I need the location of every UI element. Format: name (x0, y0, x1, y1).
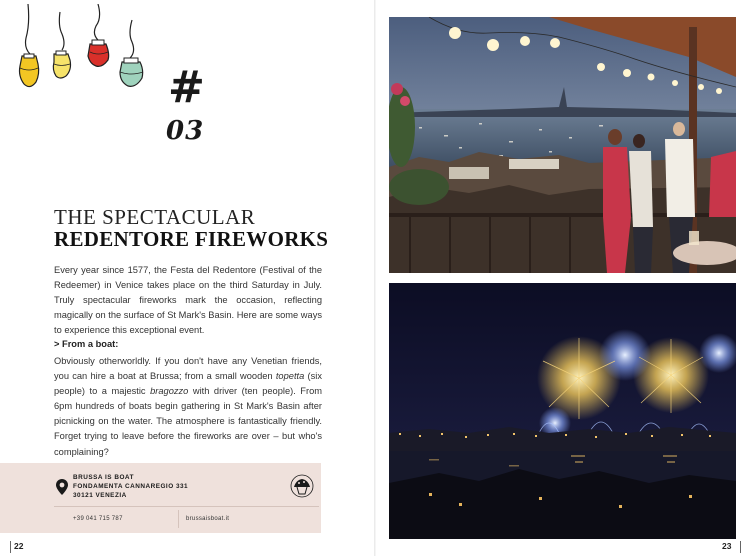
address-box (0, 463, 321, 533)
boat-type-bragozzo: bragozzo (150, 386, 189, 397)
location-pin-icon (56, 479, 68, 495)
title-line-2: REDENTORE FIREWORKS (54, 227, 329, 251)
page-marker-left (10, 541, 11, 553)
page-marker-right (740, 541, 741, 553)
venue-website[interactable]: brussaisboat.it (186, 516, 230, 522)
venue-name: BRUSSA IS BOAT (73, 474, 134, 481)
chapter-hash: # (168, 62, 205, 113)
fireworks-photo (389, 283, 736, 539)
chapter-number: 03 (166, 116, 205, 146)
boat-type-topetta: topetta (275, 371, 305, 382)
boat-helmet-icon (290, 474, 314, 498)
venue-phone[interactable]: +39 041 715 787 (73, 516, 123, 522)
intro-paragraph: Every year since 1577, the Festa del Redentore (Festival of the Redeemer) in Venice takes place on the third Saturday in July. Truly spectacular fireworks mark the occasion, reflecting magically on the surface of St Mark's Basin. Here are some ways to experience this exceptional event. (54, 265, 322, 336)
address-separator (178, 510, 179, 528)
address-divider (54, 506, 319, 507)
venue-street: FONDAMENTA CANNAREGIO 331 (73, 483, 189, 490)
book-spine (374, 0, 376, 556)
title-line-1: THE SPECTACULAR (54, 205, 256, 229)
hanging-lanterns-icon (10, 4, 150, 96)
section-paragraph: Obviously otherworldly. If you don't have any Venetian friends, you can hire a boat at Brussa; from a small wooden topetta (six people) to a majestic bragozzo with driver (ten people). From 6pm hundreds of boats begin gathering in St Mark's Basin after picnicking on the water. The atmosphere is fantastically friendly. Forget trying to leave before the fireworks are over – but who's complaining? (54, 356, 322, 457)
section-heading: > From a boat: (54, 339, 119, 349)
terrace-photo (389, 17, 736, 273)
page-number-right: 23 (722, 541, 732, 551)
venue-city: 30121 VENEZIA (73, 492, 127, 499)
page-number-left: 22 (14, 541, 24, 551)
